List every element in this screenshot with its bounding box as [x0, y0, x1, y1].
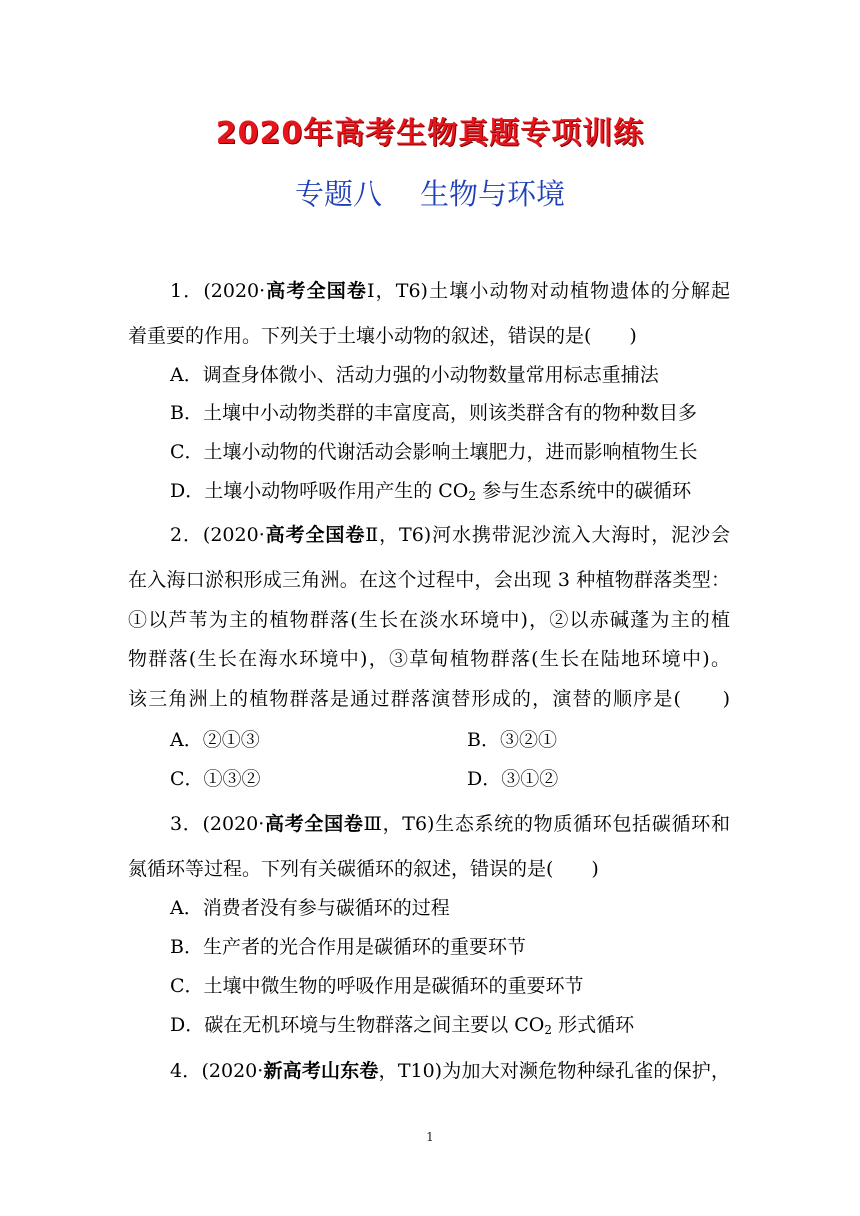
- question-3-source: 高考全国卷: [264, 813, 364, 835]
- question-4-source: 新高考山东卷: [263, 1060, 379, 1082]
- question-3-option-b: B．生产者的光合作用是碳循环的重要环节: [170, 936, 526, 958]
- question-3-option-a: A．消费者没有参与碳循环的过程: [170, 897, 450, 919]
- question-2-stem-line-1: 2．(2020·高考全国卷Ⅱ，T6)河水携带泥沙流入大海时，泥沙会: [170, 524, 730, 546]
- subtitle-topic-name: 生物与环境: [420, 177, 566, 211]
- question-1-source: 高考全国卷: [265, 280, 367, 302]
- question-2-stem-line-2: 在入海口淤积形成三角洲。在这个过程中，会出现 3 种植物群落类型：: [128, 569, 730, 591]
- question-2-option-a: A．②①③: [170, 729, 260, 751]
- question-2-stem-line-4: 物群落(生长在海水环境中)，③草甸植物群落(生长在陆地环境中)。: [128, 648, 730, 670]
- question-2-source: 高考全国卷: [264, 524, 366, 546]
- question-2-stem-line-3: ①以芦苇为主的植物群落(生长在淡水环境中)，②以赤碱蓬为主的植: [128, 609, 730, 631]
- question-3-option-c: C．土壤中微生物的呼吸作用是碳循环的重要环节: [170, 975, 584, 997]
- page-number: 1: [426, 1130, 434, 1144]
- question-3-option-d: D．碳在无机环境与生物群落之间主要以 $CO_2$ 形式循环: [170, 1014, 635, 1037]
- question-4-stem-line-1: 4．(2020·新高考山东卷，T10)为加大对濒危物种绿孔雀的保护，: [170, 1060, 730, 1082]
- question-2-stem-line-5: 该三角洲上的植物群落是通过群落演替形成的，演替的顺序是( ): [128, 688, 730, 710]
- subtitle-topic-number: 专题八: [294, 177, 382, 211]
- question-1-option-c: C．土壤小动物的代谢活动会影响土壤肥力，进而影响植物生长: [170, 441, 698, 463]
- question-1-option-b: B．土壤中小动物类群的丰富度高，则该类群含有的物种数目多: [170, 402, 697, 424]
- question-1-option-d: D．土壤小动物呼吸作用产生的 $CO_2$ 参与生态系统中的碳循环: [170, 480, 692, 503]
- question-1-stem-line-1: 1．(2020·高考全国卷Ⅰ，T6)土壤小动物对动植物遗体的分解起: [170, 280, 730, 302]
- question-3-stem-line-1: 3．(2020·高考全国卷Ⅲ，T6)生态系统的物质循环包括碳循环和: [170, 813, 730, 835]
- question-1-stem-line-2: 着重要的作用。下列关于土壤小动物的叙述，错误的是( ): [128, 325, 637, 347]
- document-title: 2020年高考生物真题专项训练: [215, 116, 645, 151]
- question-2-option-d: D．③①②: [467, 768, 559, 790]
- question-2-option-b: B．③②①: [467, 729, 557, 751]
- document-subtitle: [0, 172, 860, 213]
- question-3-stem-line-2: 氮循环等过程。下列有关碳循环的叙述，错误的是( ): [128, 858, 599, 880]
- question-2-option-c: C．①③②: [170, 768, 261, 790]
- question-1-option-a: A．调查身体微小、活动力强的小动物数量常用标志重捕法: [170, 364, 659, 386]
